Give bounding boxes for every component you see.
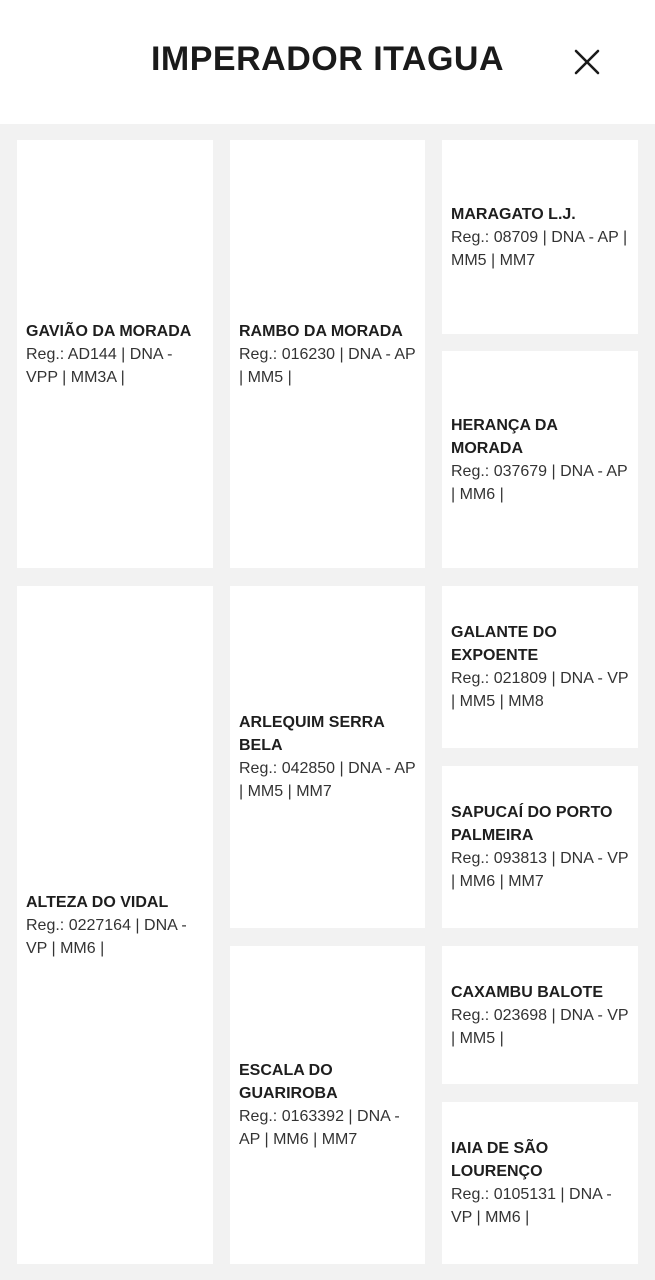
animal-registry: Reg.: 016230 | DNA - AP | MM5 | bbox=[239, 345, 416, 386]
animal-registry: Reg.: 042850 | DNA - AP | MM5 | MM7 bbox=[239, 760, 416, 800]
animal-registry: Reg.: 08709 | DNA - AP | MM5 | MM7 bbox=[451, 228, 628, 269]
animal-name: SAPUCAÍ DO PORTO PALMEIRA bbox=[451, 804, 613, 844]
animal-registry: Reg.: 0163392 | DNA - AP | MM6 | MM7 bbox=[239, 1108, 400, 1148]
animal-registry: Reg.: AD144 | DNA - VPP | MM3A | bbox=[26, 345, 173, 386]
pedigree-card-ggp-4[interactable] bbox=[442, 766, 638, 928]
animal-name: ARLEQUIM SERRA BELA bbox=[239, 714, 385, 754]
header bbox=[0, 0, 655, 124]
pedigree-card-ggp-6[interactable] bbox=[442, 1102, 638, 1264]
page-title: IMPERADOR ITAGUA bbox=[150, 40, 505, 78]
animal-name: MARAGATO L.J. bbox=[451, 205, 576, 223]
animal-registry: Reg.: 023698 | DNA - VP | MM5 | bbox=[451, 1006, 629, 1047]
pedigree-card-ggp-1[interactable] bbox=[442, 140, 638, 334]
pedigree-card-ggp-2[interactable] bbox=[442, 351, 638, 568]
pedigree-card-maternal-granddam[interactable] bbox=[230, 946, 425, 1264]
animal-name: CAXAMBU BALOTE bbox=[451, 983, 603, 1001]
animal-name: ALTEZA DO VIDAL bbox=[26, 893, 169, 911]
animal-name: GAVIÃO DA MORADA bbox=[26, 322, 192, 340]
pedigree-card-dam[interactable] bbox=[17, 586, 213, 1264]
animal-name: IAIA DE SÃO LOURENÇO bbox=[451, 1140, 549, 1180]
pedigree-card-maternal-grandsire[interactable] bbox=[230, 586, 425, 928]
animal-name: ESCALA DO GUARIROBA bbox=[239, 1062, 338, 1102]
animal-registry: Reg.: 0105131 | DNA - VP | MM6 | bbox=[451, 1186, 612, 1226]
animal-registry: Reg.: 021809 | DNA - VP | MM5 | MM8 bbox=[451, 670, 629, 710]
animal-name: RAMBO DA MORADA bbox=[239, 322, 403, 340]
pedigree-card-ggp-5[interactable] bbox=[442, 946, 638, 1084]
animal-registry: Reg.: 037679 | DNA - AP | MM6 | bbox=[451, 462, 628, 503]
animal-name: GALANTE DO EXPOENTE bbox=[451, 624, 557, 664]
pedigree-card-paternal-grandsire[interactable] bbox=[230, 140, 425, 568]
close-icon bbox=[566, 41, 608, 83]
animal-registry: Reg.: 093813 | DNA - VP | MM6 | MM7 bbox=[451, 850, 629, 890]
close-button[interactable] bbox=[566, 41, 608, 83]
animal-registry: Reg.: 0227164 | DNA - VP | MM6 | bbox=[26, 916, 187, 957]
pedigree-card-ggp-3[interactable] bbox=[442, 586, 638, 748]
animal-name: HERANÇA DA MORADA bbox=[451, 416, 558, 457]
pedigree-card-sire[interactable] bbox=[17, 140, 213, 568]
